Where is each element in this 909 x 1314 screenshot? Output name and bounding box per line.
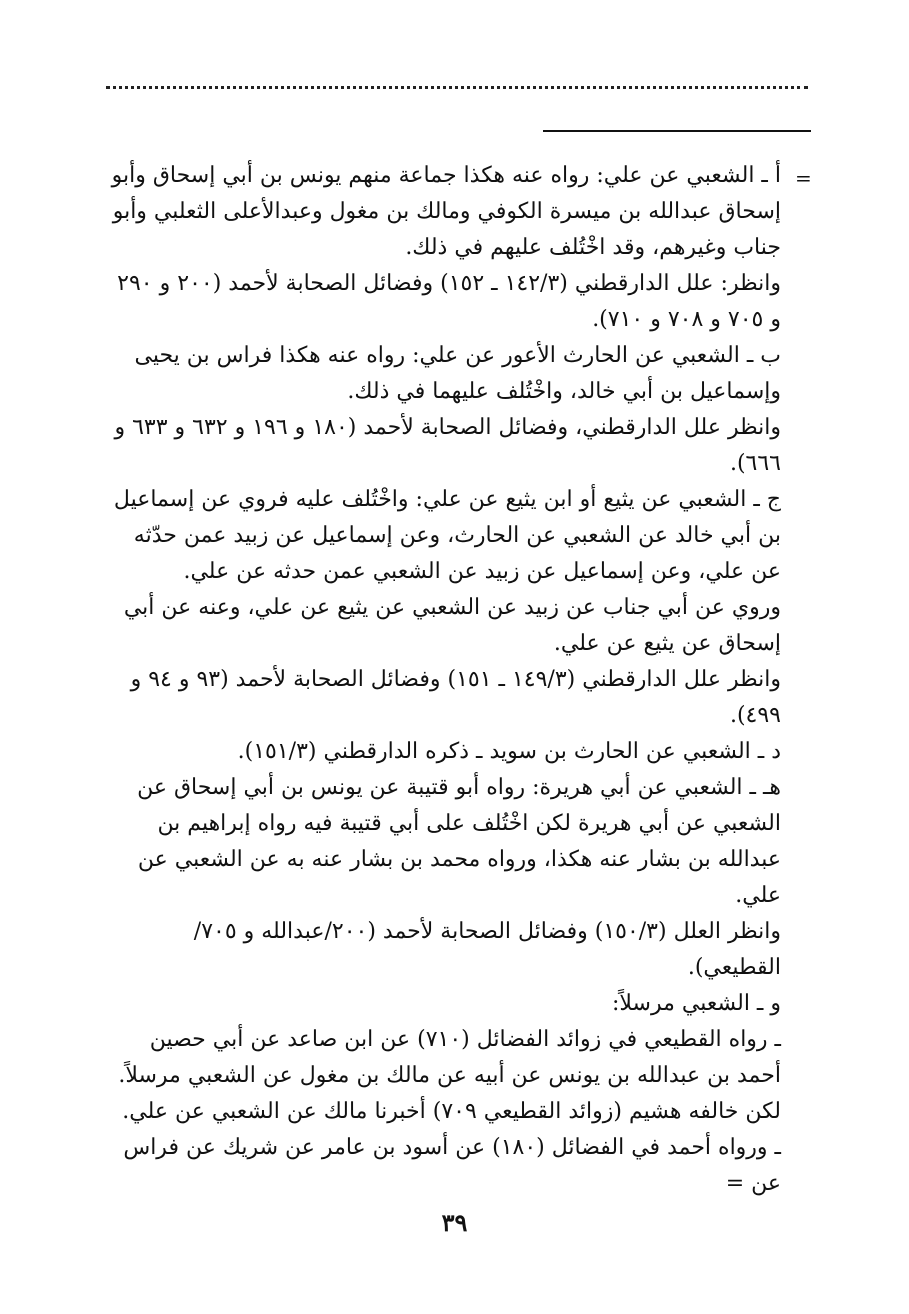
continuation-mark: = [795, 166, 812, 190]
footnote-entry-c: ج ـ الشعبي عن يثيع أو ابن يثيع عن علي: واخْتُلف عليه فروي عن إسماعيل بن أبي خالد عن الشعبي عن الحارث، وعن إسماعيل عن زبيد عمن حدّثه عن علي، وعن إسماعيل عن زبيد عن الشعبي عمن حدثه عن علي. [113, 487, 781, 584]
footnote-entry-b: ب ـ الشعبي عن الحارث الأعور عن علي: رواه عنه هكذا فراس بن يحيى وإسماعيل بن أبي خالد، واخْتُلف عليهما في ذلك. [134, 343, 781, 404]
page-number: ٣٩ [441, 1208, 468, 1237]
footnote-entry-w-qatii: ـ رواه القطيعي في زوائد الفضائل (٧١٠) عن ابن صاعد عن أبي حصين أحمد بن عبدالله بن يونس عن أبيه عن مالك بن مغول عن الشعبي مرسلاً. [118, 1027, 781, 1088]
footnote-entry-c-refs: وانظر علل الدارقطني (١٤٩/٣ ـ ١٥١) وفضائل الصحابة لأحمد (٩٣ و ٩٤ و ٤٩٩). [130, 667, 781, 728]
footnote-entry-w: و ـ الشعبي مرسلاً: [612, 991, 781, 1016]
footnote-entry-d: د ـ الشعبي عن الحارث بن سويد ـ ذكره الدارقطني (١٥١/٣). [237, 739, 781, 764]
footnote-separator-rule [543, 130, 811, 132]
footnote-entry-w-ahmad: ـ ورواه أحمد في الفضائل (١٨٠) عن أسود بن عامر عن شريك عن فراس عن = [123, 1135, 781, 1196]
footnote-entry-a-refs: وانظر: علل الدارقطني (١٤٢/٣ ـ ١٥٢) وفضائل الصحابة لأحمد (٢٠٠ و ٢٩٠ و ٧٠٥ و ٧٠٨ و ٧١٠). [117, 271, 781, 332]
footnote-entry-c-variant: وروي عن أبي جناب عن زبيد عن الشعبي عن يثيع عن علي، وعنه عن أبي إسحاق عن يثيع عن علي. [123, 595, 781, 656]
footnote-entry-a: أ ـ الشعبي عن علي: رواه عنه هكذا جماعة منهم يونس بن أبي إسحاق وأبو إسحاق عبدالله بن ميسرة الكوفي ومالك بن مغول وعبدالأعلى الثعلبي وأبو جناب وغيرهم، وقد اخْتُلف عليهم في ذلك. [111, 163, 781, 260]
footnote-entry-h: هـ ـ الشعبي عن أبي هريرة: رواه أبو قتيبة عن يونس بن أبي إسحاق عن الشعبي عن أبي هريرة لكن اخْتُلف على أبي قتيبة فيه رواه إبراهيم بن عبدالله بن بشار عنه هكذا، ورواه محمد بن بشار عنه به عن الشعبي عن علي. [137, 775, 781, 908]
footnote-entry-w-hushaym: لكن خالفه هشيم (زوائد القطيعي ٧٠٩) أخبرنا مالك عن الشعبي عن علي. [122, 1099, 781, 1124]
footnote-entry-b-refs: وانظر علل الدارقطني، وفضائل الصحابة لأحمد (١٨٠ و ١٩٦ و ٦٣٢ و ٦٣٣ و ٦٦٦). [114, 415, 781, 476]
footnote-body [109, 158, 781, 1202]
footnote-entry-h-refs: وانظر العلل (١٥٠/٣) وفضائل الصحابة لأحمد (٢٠٠/عبدالله و ٧٠٥/القطيعي). [193, 919, 781, 980]
dotted-separator-line [106, 86, 808, 89]
